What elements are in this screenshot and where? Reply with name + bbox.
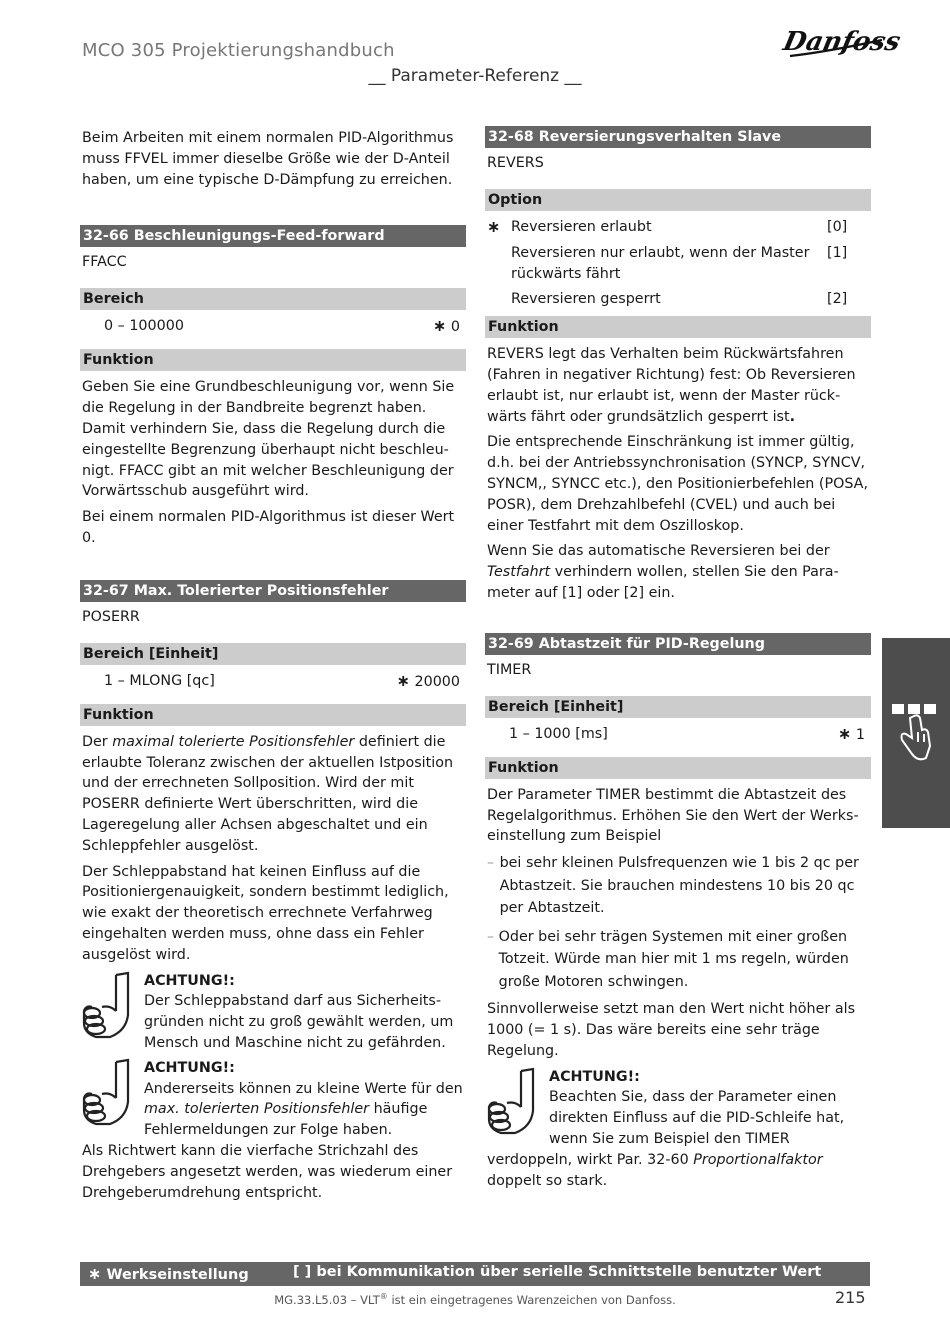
param-32-67-abbr: POSERR — [82, 608, 140, 625]
warning-text: Andererseits können zu kleine Werte für den max. tolerierten Positionsfehler häufige Fehlermeldungen zur Folge haben. — [144, 1080, 463, 1139]
dash-bullet-icon: – — [487, 855, 495, 872]
option-label: Reversieren erlaubt — [511, 219, 652, 235]
function-header: Funktion — [80, 349, 466, 371]
range-row — [485, 724, 871, 745]
option-value: [2] — [827, 291, 848, 308]
dash-bullet-icon: – — [487, 928, 495, 945]
function-paragraph: REVERS legt das Verhalten beim Rückwärtsfahren (Fahren in negativer Richtung) fest: Ob Reversieren erlaubt ist, nur erlaubt ist, wenn der Master rückwärts fährt oder grundsätzlich gesperrt ist. — [487, 346, 856, 425]
default-star-icon: ∗ — [396, 670, 410, 690]
function-paragraph: Bei einem normalen PID-Algorithmus ist dieser Wert 0. — [82, 509, 455, 546]
option-label: Reversieren gesperrt — [511, 291, 661, 308]
option-label: Reversieren nur erlaubt, wenn der Master rückwärts fährt — [511, 244, 810, 282]
left-column — [80, 128, 466, 1208]
default-star-icon: ∗ — [837, 723, 852, 743]
range-value: 1 – MLONG [qc] — [104, 672, 215, 689]
param-32-69-title: 32-69 Abtastzeit für PID-Regelung — [485, 633, 871, 655]
param-32-69-abbr: TIMER — [487, 661, 532, 678]
range-header: Bereich — [80, 288, 466, 310]
param-32-68-title: 32-68 Reversierungsverhalten Slave — [485, 126, 871, 148]
param-32-66-abbr: FFACC — [82, 254, 127, 271]
warning-title: ACHTUNG!: — [549, 1068, 640, 1085]
function-paragraph: Der Schleppabstand hat keinen Einfluss auf die Positioniergenauigkeit, sondern bestimmt lediglich, wie exakt der theoretisch errechnete Verfahrweg eingehalten werden muss, ohne dass ein Fehler ausgelöst wird. — [82, 863, 449, 963]
page-number: 215 — [835, 1288, 866, 1307]
range-value: 1 – 1000 [ms] — [509, 725, 608, 742]
footer-legend — [80, 1262, 870, 1286]
range-default: ∗ 0 — [432, 316, 460, 336]
legend-default: ∗ Werkseinstellung — [88, 1264, 249, 1283]
right-column — [485, 126, 871, 1196]
option-row — [485, 243, 871, 285]
function-header: Funktion — [485, 757, 871, 779]
warning-title: ACHTUNG!: — [144, 972, 235, 989]
default-star-icon: ∗ — [88, 1264, 102, 1283]
logo-text: Danfoss — [780, 26, 904, 57]
list-item: – Oder bei sehr trägen Systemen mit einer großen Totzeit. Würde man hier mit 1 ms regeln, würden große Motoren schwingen. — [485, 926, 871, 994]
option-value: [1] — [827, 244, 848, 261]
range-value: 0 – 100000 — [104, 318, 184, 335]
function-paragraph: Sinnvollerweise setzt man den Wert nicht höher als 1000 (= 1 s). Das wäre bereits eine sehr träge Regelung. — [487, 1001, 856, 1059]
function-paragraph: Geben Sie eine Grundbeschleunigung vor, wenn Sie die Regelung in der Bandbreite begrenzt haben. Damit verhindern Sie, dass die Regelung durch die eingestellte Begrenzung überhaupt nicht beschleunigt. FFACC gibt an mit welcher Beschleunigung der Vorwärtsschub ausgeführt wird. — [82, 379, 455, 500]
range-default: ∗ 20000 — [396, 670, 460, 690]
range-row — [80, 671, 466, 692]
option-row — [485, 217, 871, 238]
side-tab — [882, 638, 950, 828]
range-header: Bereich [Einheit] — [485, 696, 871, 718]
function-paragraph: Der maximal tolerierte Positionsfehler definiert die erlaubte Toleranz zwischen der aktuellen Istposition und der errechneten Sollposition. Wird der mit POSERR definierte Wert überschritten, wird die Lageregelung aller Achsen abgeschaltet und ein Schleppfehler ausgelöst. — [82, 733, 454, 854]
param-32-67-title: 32-67 Max. Tolerierter Positionsfehler — [80, 580, 466, 602]
danfoss-logo — [780, 22, 904, 68]
warning-block — [80, 971, 466, 1054]
option-header: Option — [485, 189, 871, 211]
footnote: MG.33.L5.03 – VLT® ist ein eingetragenes Warenzeichen von Danfoss. — [274, 1292, 676, 1307]
hand-pointing-icon — [80, 971, 144, 1054]
section-title: __ Parameter-Referenz __ — [368, 66, 582, 86]
after-warning-paragraph: verdoppeln, wirkt Par. 32-60 Proportionalfaktor doppelt so stark. — [487, 1151, 823, 1189]
hand-pointing-icon — [485, 1067, 549, 1150]
function-paragraph: Der Parameter TIMER bestimmt die Abtastzeit des Regelalgorithmus. Erhöhen Sie den Wert der Werkseinstellung zum Beispiel — [487, 786, 859, 845]
option-value: [0] — [827, 219, 848, 235]
hand-pointing-icon — [80, 1058, 144, 1141]
range-row — [80, 316, 466, 337]
document-title: MCO 305 Projektierungshandbuch — [82, 40, 395, 61]
warning-block — [80, 1058, 466, 1141]
range-header: Bereich [Einheit] — [80, 643, 466, 665]
after-warning-paragraph: Als Richtwert kann die vierfache Strichzahl des Drehgebers angesetzt werden, was wiederum einer Drehgeberumdrehung entspricht. — [82, 1142, 453, 1201]
option-row — [485, 289, 871, 310]
hand-keypad-icon — [882, 638, 950, 828]
warning-title: ACHTUNG!: — [144, 1059, 235, 1076]
range-default: ∗ 1 — [837, 723, 865, 743]
legend-serial: [ ] bei Kommunikation über serielle Schnittstelle benutzter Wert — [293, 1264, 868, 1284]
function-paragraph: Die entsprechende Einschränkung ist immer gültig, d.h. bei der Antriebssynchronisation (SYNCP, SYNCV, SYNCM,, SYNCC etc.), den Positionierbefehlen (POSA, POSR), dem Drehzahlbefehl (CVEL) und auch bei einer Testfahrt mit dem Oszilloskop. — [487, 434, 868, 534]
warning-text: Beachten Sie, dass der Parameter einen direkten Einfluss auf die PID-Schleife hat, wenn Sie zum Beispiel den TIMER — [549, 1089, 845, 1147]
function-header: Funktion — [80, 704, 466, 726]
function-header: Funktion — [485, 316, 871, 338]
warning-text: Der Schleppabstand darf aus Sicherheitsgründen nicht zu groß gewählt werden, um Mensch und Maschine nicht zu gefährden. — [144, 993, 454, 1051]
default-star-icon: ∗ — [432, 316, 447, 336]
default-star-icon: ∗ — [487, 217, 501, 236]
warning-block — [485, 1067, 871, 1150]
param-32-68-abbr: REVERS — [487, 155, 544, 171]
function-paragraph: Wenn Sie das automatische Reversieren bei der Testfahrt verhindern wollen, stellen Sie den Parameter auf [1] oder [2] ein. — [487, 543, 839, 601]
list-item: – bei sehr kleinen Pulsfrequenzen wie 1 bis 2 qc per Abtastzeit. Sie brauchen mindestens 10 bis 20 qc per Abtastzeit. — [485, 852, 871, 920]
param-32-66-title: 32-66 Beschleunigungs-Feed-forward — [80, 225, 466, 247]
intro-paragraph: Beim Arbeiten mit einem normalen PID-Algorithmus muss FFVEL immer dieselbe Größe wie der D-Anteil haben, um eine typische D-Dämpfung zu erreichen. — [82, 130, 454, 188]
